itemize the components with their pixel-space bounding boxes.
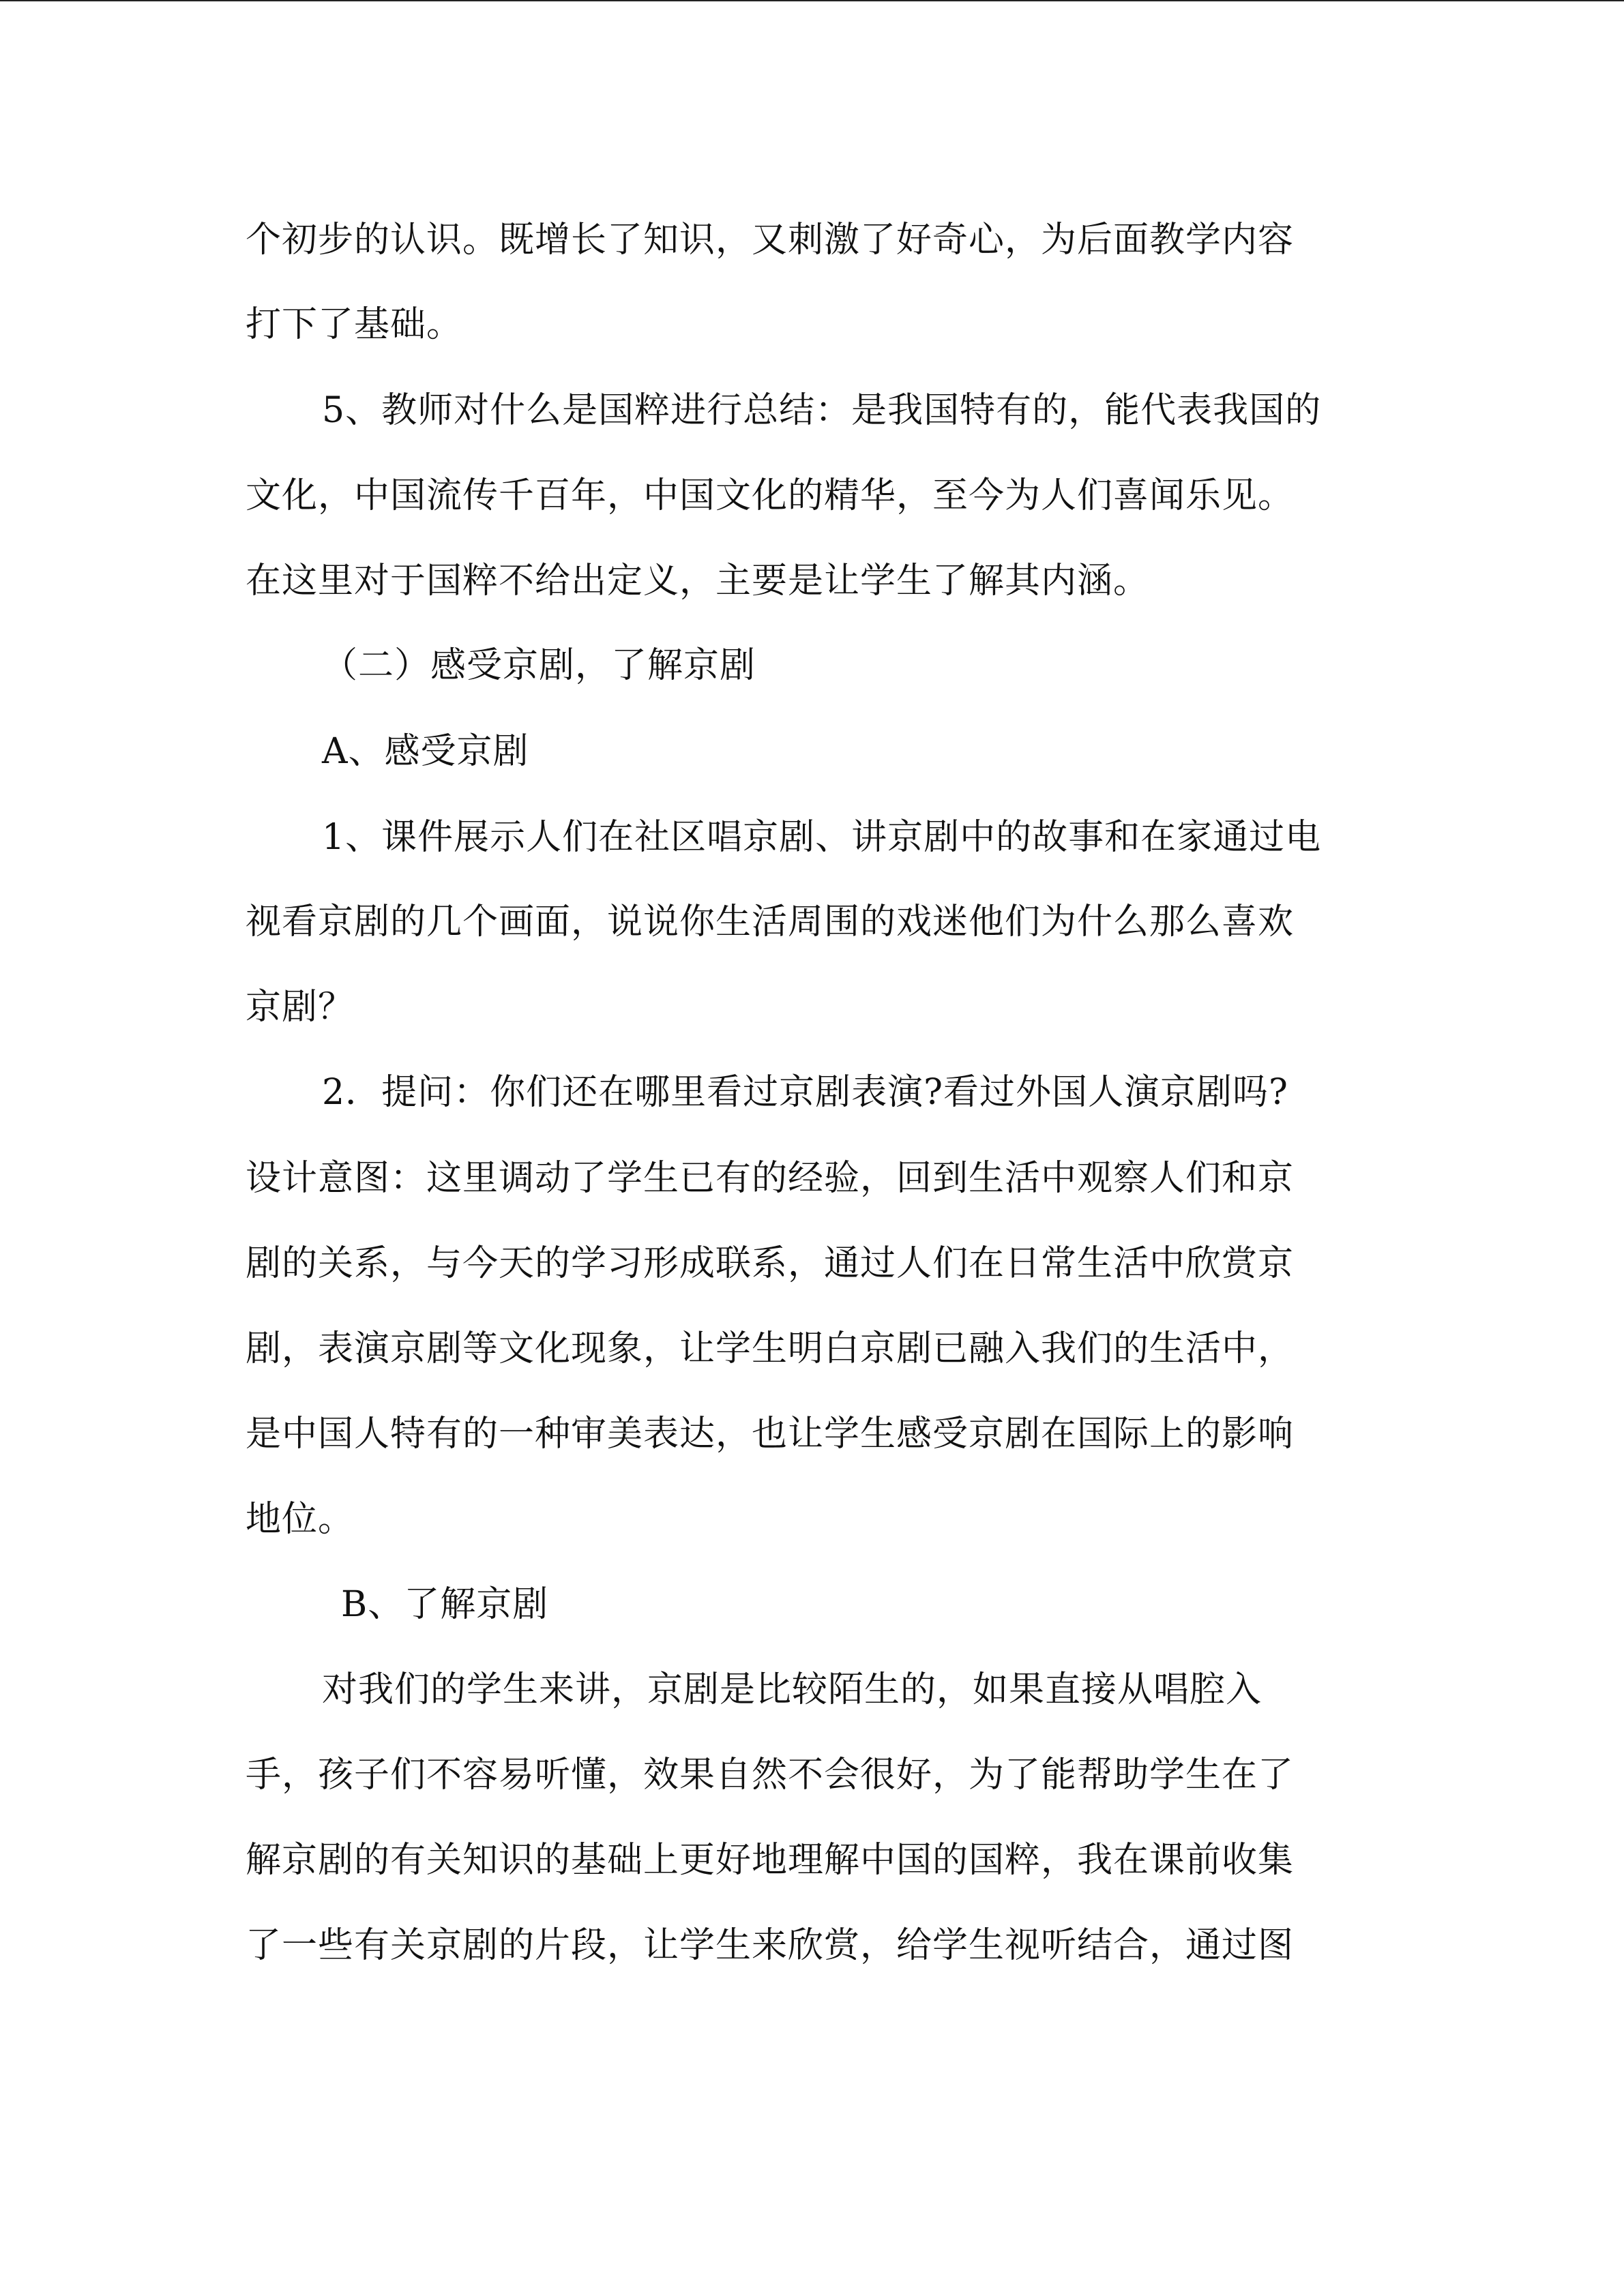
text-line: 视看京剧的几个画面，说说你生活周围的戏迷他们为什么那么喜欢	[246, 901, 1295, 942]
text-line: 京剧？	[246, 987, 355, 1028]
section-heading: （二）感受京剧，了解京剧	[322, 645, 756, 686]
text-line: 5、教师对什么是国粹进行总结：是我国特有的，能代表我国的	[322, 390, 1322, 431]
text-line: 地位。	[246, 1499, 355, 1540]
text-line: 个初步的认识。既增长了知识，又刺激了好奇心，为后面教学内容	[246, 220, 1295, 260]
text-line: 在这里对于国粹不给出定义，主要是让学生了解其内涵。	[246, 561, 1150, 601]
text-line: 是中国人特有的一种审美表达，也让学生感受京剧在国际上的影响	[246, 1414, 1295, 1455]
text-line: 设计意图：这里调动了学生已有的经验，回到生活中观察人们和京	[246, 1158, 1295, 1199]
text-line: 文化，中国流传千百年，中国文化的精华，至今为人们喜闻乐见。	[246, 475, 1295, 516]
subsection-heading: A、感受京剧	[322, 731, 529, 772]
text-line: 打下了基础。	[246, 304, 463, 345]
text-line: 解京剧的有关知识的基础上更好地理解中国的国粹，我在课前收集	[246, 1840, 1295, 1881]
text-line: 对我们的学生来讲，京剧是比较陌生的，如果直接从唱腔入	[322, 1669, 1263, 1710]
text-line: 剧的关系，与今天的学习形成联系，通过人们在日常生活中欣赏京	[246, 1243, 1295, 1284]
subsection-heading: B、了解京剧	[341, 1584, 549, 1625]
text-line: 了一些有关京剧的片段，让学生来欣赏，给学生视听结合，通过图	[246, 1925, 1295, 1966]
text-line: 手，孩子们不容易听懂，效果自然不会很好，为了能帮助学生在了	[246, 1755, 1295, 1795]
text-line: 剧，表演京剧等文化现象，让学生明白京剧已融入我们的生活中，	[246, 1328, 1295, 1369]
text-line: 2．提问：你们还在哪里看过京剧表演?看过外国人演京剧吗?	[322, 1072, 1288, 1113]
text-line: 1、课件展示人们在社区唱京剧、讲京剧中的故事和在家通过电	[322, 817, 1322, 858]
